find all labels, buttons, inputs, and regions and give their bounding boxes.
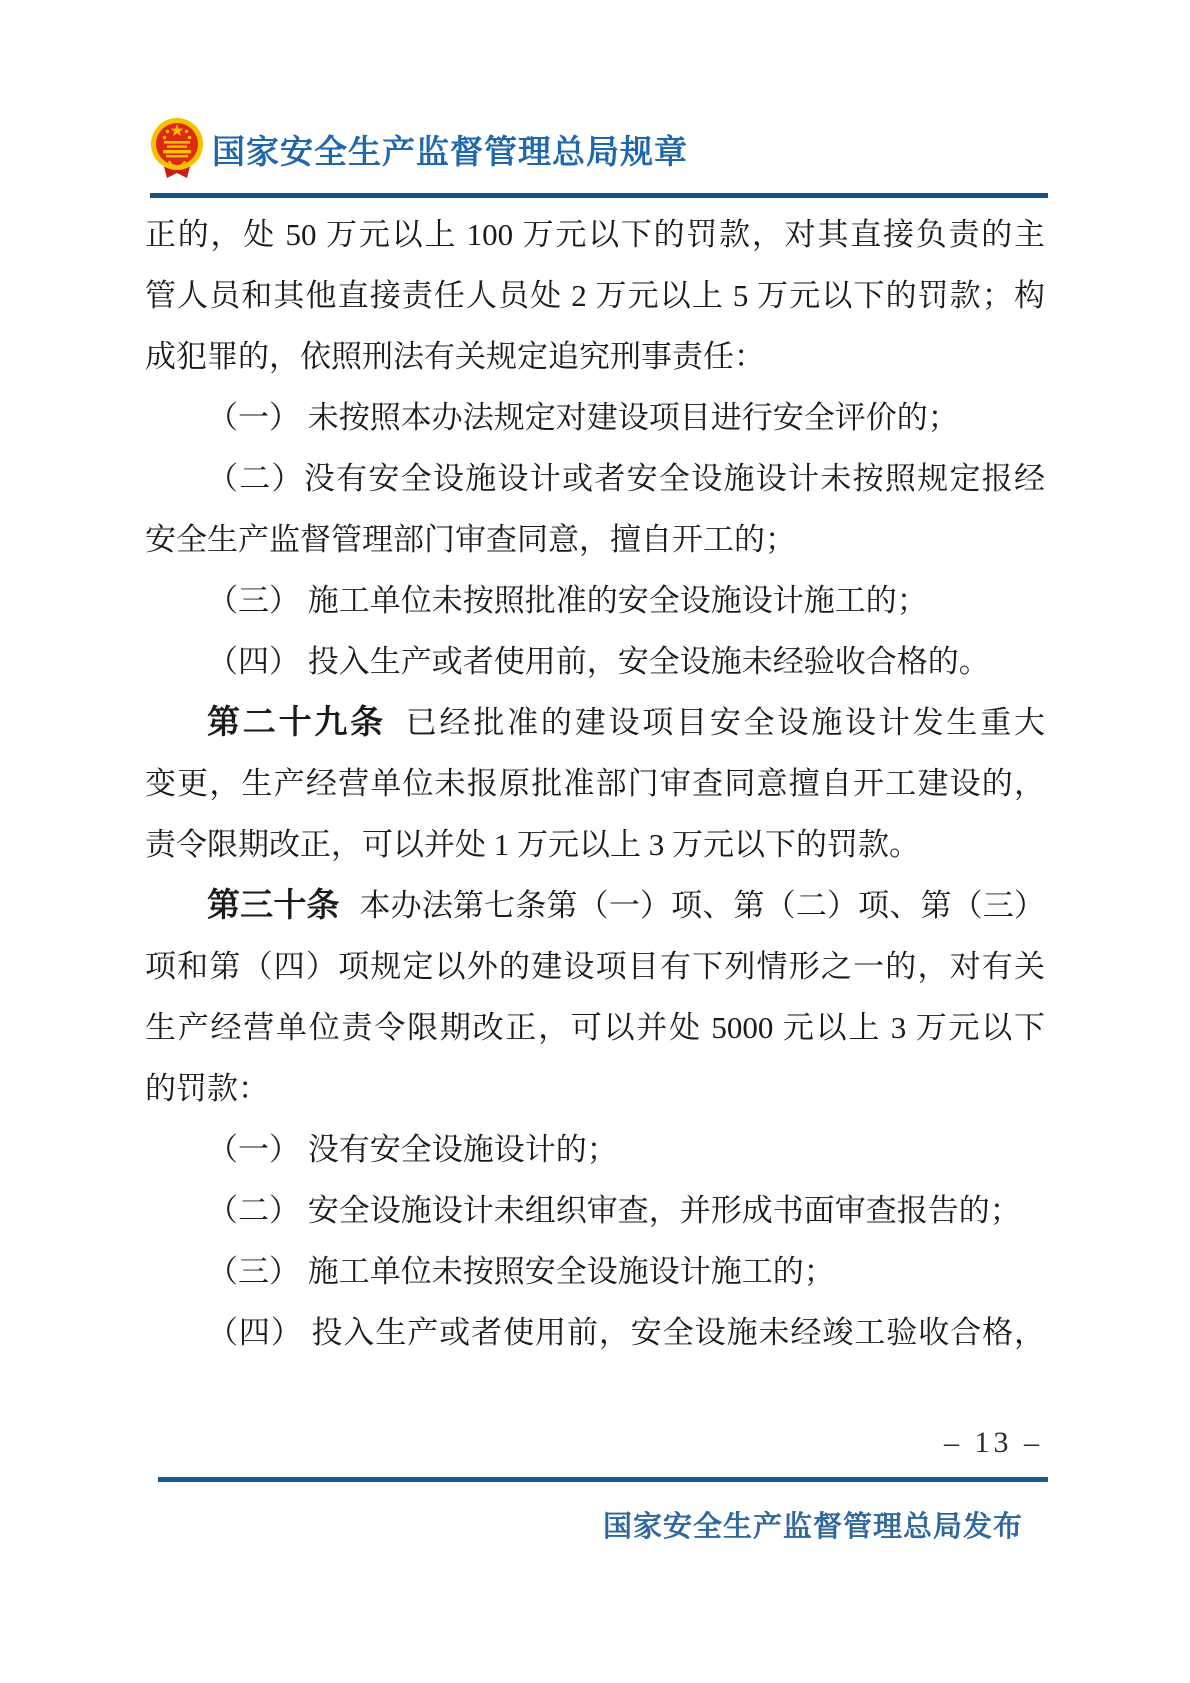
- text-line: 第二十九条 已经批准的建设项目安全设施设计发生重大: [207, 705, 1046, 741]
- article-number: 第二十九条: [207, 705, 386, 741]
- text-line: 第三十条 本办法第七条第（一）项、第（二）项、第（三）: [207, 888, 1046, 924]
- text-line: 的罚款：: [145, 1071, 269, 1106]
- text-line: （三） 施工单位未按照批准的安全设施设计施工的；: [207, 583, 928, 618]
- text-line: （一） 没有安全设施设计的；: [207, 1132, 618, 1167]
- text-line: 责令限期改正，可以并处 1 万元以上 3 万元以下的罚款。: [145, 827, 920, 862]
- text-line: 变更，生产经营单位未报原批准部门审查同意擅自开工建设的，: [145, 766, 1045, 801]
- header-title: 国家安全生产监督管理总局规章: [212, 132, 688, 170]
- text-line: 管人员和其他直接责任人员处 2 万元以上 5 万元以下的罚款；构: [145, 278, 1045, 313]
- text-line: 成犯罪的，依照刑法有关规定追究刑事责任：: [145, 339, 765, 374]
- china-national-emblem-icon: [150, 117, 204, 181]
- text-line: 生产经营单位责令限期改正，可以并处 5000 元以上 3 万元以下: [145, 1010, 1045, 1045]
- footer-publisher: 国家安全生产监督管理总局发布: [602, 1511, 1023, 1543]
- document-body: [145, 204, 1045, 1363]
- footer-divider: [158, 1477, 1048, 1482]
- header-divider: [150, 193, 1048, 198]
- text-line: 项和第（四）项规定以外的建设项目有下列情形之一的，对有关: [145, 949, 1045, 984]
- text-line: （四） 投入生产或者使用前，安全设施未经竣工验收合格，: [207, 1315, 1045, 1350]
- text-line: 正的，处 50 万元以上 100 万元以下的罚款，对其直接负责的主: [145, 217, 1045, 252]
- article-number: 第三十条: [207, 888, 340, 924]
- text-line: （一） 未按照本办法规定对建设项目进行安全评价的；: [207, 400, 959, 435]
- text-line: （二） 安全设施设计未组织审查，并形成书面审查报告的；: [207, 1193, 1021, 1228]
- text-line: （四） 投入生产或者使用前，安全设施未经验收合格的。: [207, 644, 990, 679]
- page-number: – 13 –: [944, 1426, 1043, 1459]
- page-header: [150, 116, 688, 182]
- text-line: 安全生产监督管理部门审查同意，擅自开工的；: [145, 522, 796, 557]
- text-line: （三） 施工单位未按照安全设施设计施工的；: [207, 1254, 835, 1289]
- text-line: （二）没有安全设施设计或者安全设施设计未按照规定报经: [207, 461, 1045, 496]
